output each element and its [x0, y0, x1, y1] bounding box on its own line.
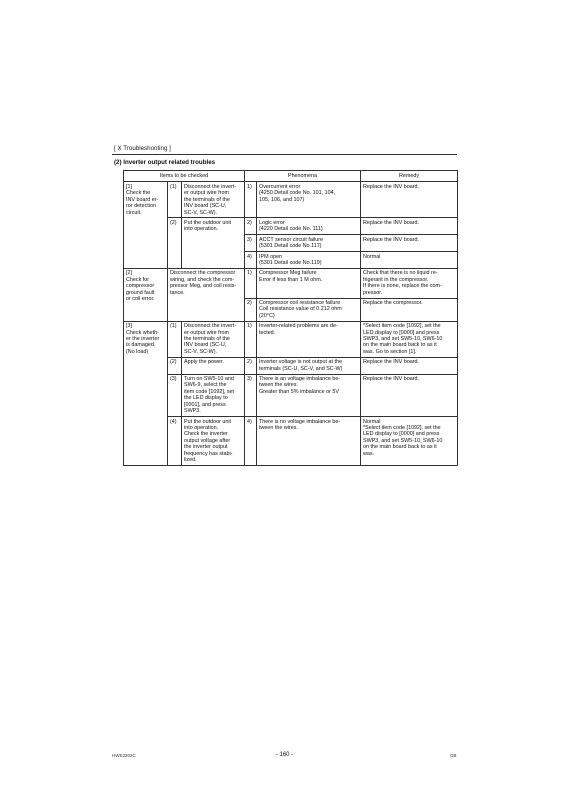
header-remedy: Remedy — [361, 171, 458, 182]
troubleshooting-table — [123, 170, 458, 466]
phen-3-4: There is no voltage imbalance be- tween the wires. — [257, 417, 361, 466]
section-heading: (2) Inverter output related troubles — [114, 159, 216, 166]
remedy-2-1: Check that there is no liquid re- frigerant in the compressor. If there is none, replace the com- pressor. — [361, 268, 458, 298]
phen-1-1: Overcurrent error (4250 Detail code No. 101, 104, 105, 106, and 107) — [257, 182, 361, 218]
check-1-1-num: (1) — [168, 182, 182, 218]
phen-3-3-num: 3) — [245, 374, 257, 416]
check-2: Disconnect the compressor wiring, and check the com- pressor Meg, and coil resis- tance. — [168, 268, 245, 321]
phen-1-3: ACCT sensor circuit failure (5301 Detail code No.117) — [257, 235, 361, 252]
page-number: - 160 - — [275, 752, 294, 758]
phen-2-2: Compressor coil resistance failure Coil resistance value of 0.212 ohm (20°C) — [257, 298, 361, 321]
remedy-3-1: *Select item code [1092], set the LED display to [0000] and press SWP3, and set SW5-10, SW6-10 on the main board back to as it was. Go to section [1]. — [361, 321, 458, 357]
header-rule — [112, 154, 457, 155]
check-3-3-num: (3) — [168, 374, 182, 416]
phen-2-1: Compressor Meg failure Error if less than 1 M ohm. — [257, 268, 361, 298]
table-row — [124, 321, 458, 357]
table-row — [124, 268, 458, 298]
phen-1-2-num: 2) — [245, 218, 257, 235]
header-items: Items to be checked — [124, 171, 245, 182]
phen-3-2-num: 2) — [245, 357, 257, 374]
phen-3-3: There is an voltage imbalance be- tween the wires. Greater than 5% imbalance or 5V — [257, 374, 361, 416]
phen-3-4-num: 4) — [245, 417, 257, 466]
phen-1-4: IPM open (5301 Detail code No.119) — [257, 252, 361, 269]
check-3-4: Put the outdoor unit into operation. Check the inverter output voltage after the inverter output frequency has stabi- lized. — [182, 417, 245, 466]
header-phenomena: Phenomena — [245, 171, 361, 182]
check-1-2: Put the outdoor unit into operation. — [182, 218, 245, 268]
remedy-2-2: Replace the compressor. — [361, 298, 458, 321]
section-header: [ Ⅹ Troubleshooting ] — [114, 145, 171, 152]
phen-3-1-num: 1) — [245, 321, 257, 357]
check-3-1: Disconnect the invert- er output wire from the terminals of the INV board (SC-U, SC-V, SC-W). — [182, 321, 245, 357]
phen-1-3-num: 3) — [245, 235, 257, 252]
table-row — [124, 182, 458, 218]
remedy-1-3: Replace the INV board. — [361, 235, 458, 252]
remedy-1-4: Normal — [361, 252, 458, 269]
table-row — [124, 357, 458, 374]
remedy-1-2: Replace the INV board. — [361, 218, 458, 235]
phen-1-2: Logic error (4220 Detail code No. 111) — [257, 218, 361, 235]
remedy-3-4: Normal *Select item code [1092], set the LED display to [0000] and press SWP3, and set SW5-10, SW6-10 on the main board back to as it was. — [361, 417, 458, 466]
phen-2-2-num: 2) — [245, 298, 257, 321]
table-row — [124, 218, 458, 235]
table-row — [124, 417, 458, 466]
check-3-1-num: (1) — [168, 321, 182, 357]
document-code: HWE2202C — [112, 753, 136, 758]
check-1-2-num: (2) — [168, 218, 182, 268]
remedy-3-3: Replace the INV board. — [361, 374, 458, 416]
group-2-label: [2] Check for compressor ground fault or coil error. — [124, 268, 168, 321]
remedy-1-1: Replace the INV board. — [361, 182, 458, 218]
phen-1-1-num: 1) — [245, 182, 257, 218]
phen-3-2: Inverter voltage is not output at the terminals (SC-U, SC-V, and SC-W) — [257, 357, 361, 374]
check-3-3: Turn on SW5-10 and SW6-9, select the item code [1092], set the LED display to [0001], and press SWP3. — [182, 374, 245, 416]
phen-1-4-num: 4) — [245, 252, 257, 269]
check-1-1: Disconnect the invert- er output wire from the terminals of the INV board (SC-U, SC-V, SC-W). — [182, 182, 245, 218]
remedy-3-2: Replace the INV board. — [361, 357, 458, 374]
table-row — [124, 374, 458, 416]
table-header-row — [124, 171, 458, 182]
check-3-2: Apply the power. — [182, 357, 245, 374]
check-3-2-num: (2) — [168, 357, 182, 374]
group-1-label: [1] Check the INV board er- ror detection circuit. — [124, 182, 168, 268]
phen-2-1-num: 1) — [245, 268, 257, 298]
check-3-4-num: (4) — [168, 417, 182, 466]
language-code: GB — [450, 753, 457, 758]
group-3-label: [3] Check wheth- er the inverter is damaged. (No load) — [124, 321, 168, 465]
phen-3-1: Inverter-related problems are de- tected. — [257, 321, 361, 357]
